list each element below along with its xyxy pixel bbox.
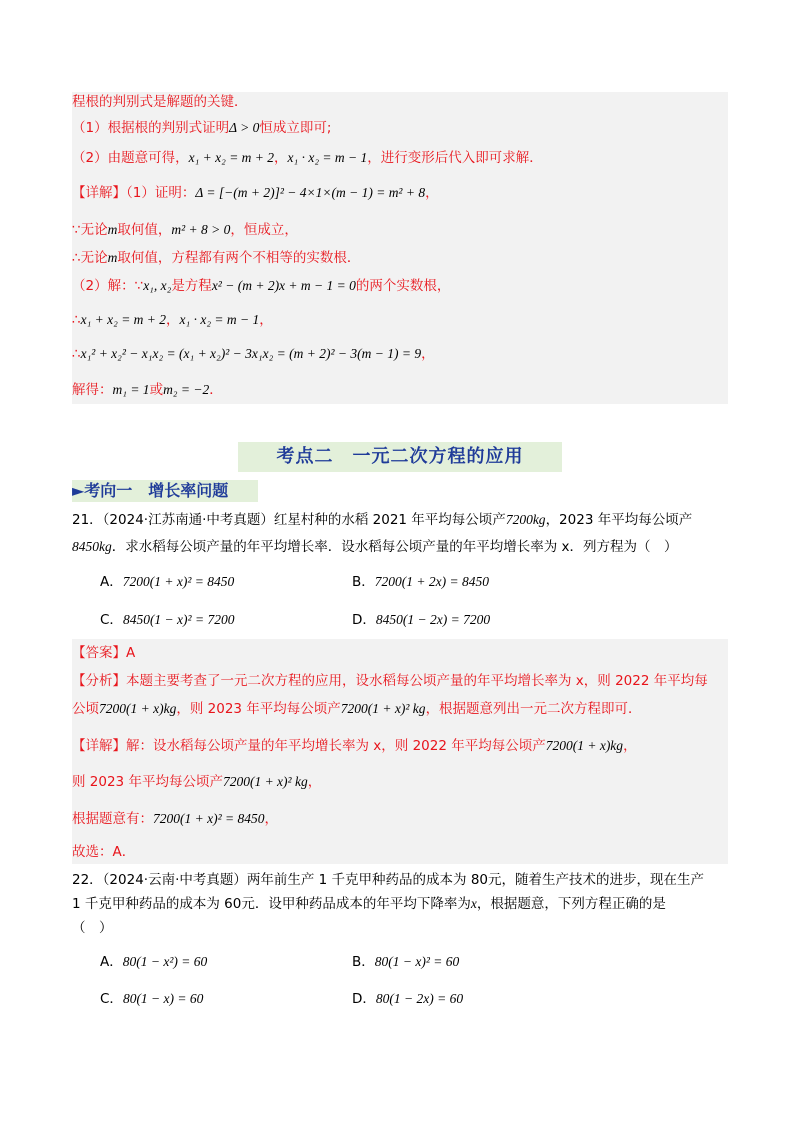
question-22-line-3: （ ）: [72, 920, 113, 936]
solution-line: 程根的判别式是解题的关键．: [72, 94, 248, 110]
option-d[interactable]: D．8450(1 − 2x) = 7200: [352, 612, 491, 628]
section-banner: 考点二 一元二次方程的应用: [238, 442, 562, 472]
math-expression: x² − (m + 2)x + m − 1 = 0: [211, 278, 356, 293]
math-expression: m² + 8 > 0: [171, 222, 231, 237]
detail-tag: 【详解】: [72, 738, 126, 754]
option-a[interactable]: A．80(1 − x²) = 60: [100, 954, 208, 970]
option-c[interactable]: C．80(1 − x) = 60: [100, 991, 204, 1007]
solution-line: （2）解：∵x₁, x₂是方程x² − (m + 2)x + m − 1 = 0的两个实数根，: [72, 278, 451, 294]
option-d[interactable]: D．80(1 − 2x) = 60: [352, 991, 464, 1007]
solution-box-q21: [72, 639, 728, 864]
question-21-line-1: 21．（2024·江苏南通·中考真题）红星村种的水稻 2021 年平均每公顷产7200kg，2023 年平均每公顷产: [72, 512, 693, 528]
math-expression: Δ = [−(m + 2)]² − 4×1×(m − 1) = m² + 8: [195, 185, 426, 200]
solution-line: ∵无论m取何值，m² + 8 > 0，恒成立，: [72, 222, 298, 238]
detail-line: 则 2023 年平均每公顷产7200(1 + x)² kg，: [72, 774, 322, 790]
question-21-line-2: 8450kg．求水稻每公顷产量的年平均增长率．设水稻每公顷产量的年平均增长率为 x．列方程为（ ）: [72, 539, 678, 555]
math-expression: m₁ = 1: [112, 382, 150, 397]
detail-line: 根据题意有：7200(1 + x)² = 8450，: [72, 811, 279, 827]
solution-line: 解得：m₁ = 1或m₂ = −2．: [72, 382, 223, 398]
math-expression: x₁ + x₂ = m + 2: [80, 312, 167, 327]
solution-line: （2）由题意可得，x₁ + x₂ = m + 2，x₁ · x₂ = m − 1，进行变形后代入即可求解．: [72, 150, 543, 166]
math-expression: Δ > 0: [229, 120, 260, 135]
solution-line: ∴无论m取何值，方程都有两个不相等的实数根．: [72, 250, 361, 266]
math-expression: x₁² + x₂² − x₁x₂ = (x₁ + x₂)² − 3x₁x₂ = (m + 2)² − 3(m − 1) = 9: [80, 346, 422, 361]
option-b[interactable]: B．80(1 − x)² = 60: [352, 954, 460, 970]
detail-tag: 【详解】: [72, 185, 126, 201]
choose-line: 故选：A．: [72, 844, 136, 860]
answer-line: 【答案】A: [72, 645, 136, 661]
math-expression: x₁ · x₂ = m − 1: [179, 312, 260, 327]
solution-line: ∴x₁ + x₂ = m + 2，x₁ · x₂ = m − 1，: [72, 312, 273, 328]
math-expression: x₁ · x₂ = m − 1: [287, 150, 368, 165]
question-22-line-1: 22．（2024·云南·中考真题）两年前生产 1 千克甲种药品的成本为 80元，随着生产技术的进步，现在生产: [72, 872, 705, 888]
subsection-heading: ►考向一 增长率问题: [72, 480, 258, 502]
math-expression: x₁ + x₂ = m + 2: [188, 150, 275, 165]
analysis-line: 公顷7200(1 + x)kg，则 2023 年平均每公顷产7200(1 + x)² kg，根据题意列出一元二次方程即可．: [72, 701, 642, 717]
analysis-tag: 【分析】: [72, 673, 126, 689]
solution-line: ∴x₁² + x₂² − x₁x₂ = (x₁ + x₂)² − 3x₁x₂ = (m + 2)² − 3(m − 1) = 9，: [72, 346, 435, 362]
math-expression: m₂ = −2: [163, 382, 210, 397]
detail-line: 【详解】解：设水稻每公顷产量的年平均增长率为 x，则 2022 年平均每公顷产7200(1 + x)kg，: [72, 738, 637, 754]
question-22-line-2: 1 千克甲种药品的成本为 60元．设甲种药品成本的年平均下降率为x，根据题意，下列方程正确的是: [72, 896, 666, 912]
analysis-line: 【分析】本题主要考查了一元二次方程的应用，设水稻每公顷产量的年平均增长率为 x，则 2022 年平均每: [72, 673, 708, 689]
option-b[interactable]: B．7200(1 + 2x) = 8450: [352, 574, 489, 590]
option-a[interactable]: A．7200(1 + x)² = 8450: [100, 574, 235, 590]
solution-line: 【详解】（1）证明：Δ = [−(m + 2)]² − 4×1×(m − 1) = m² + 8，: [72, 185, 439, 201]
solution-box-q20: [72, 92, 728, 404]
option-c[interactable]: C．8450(1 − x)² = 7200: [100, 612, 235, 628]
solution-line: （1）根据根的判别式证明Δ > 0恒成立即可;: [72, 120, 332, 136]
